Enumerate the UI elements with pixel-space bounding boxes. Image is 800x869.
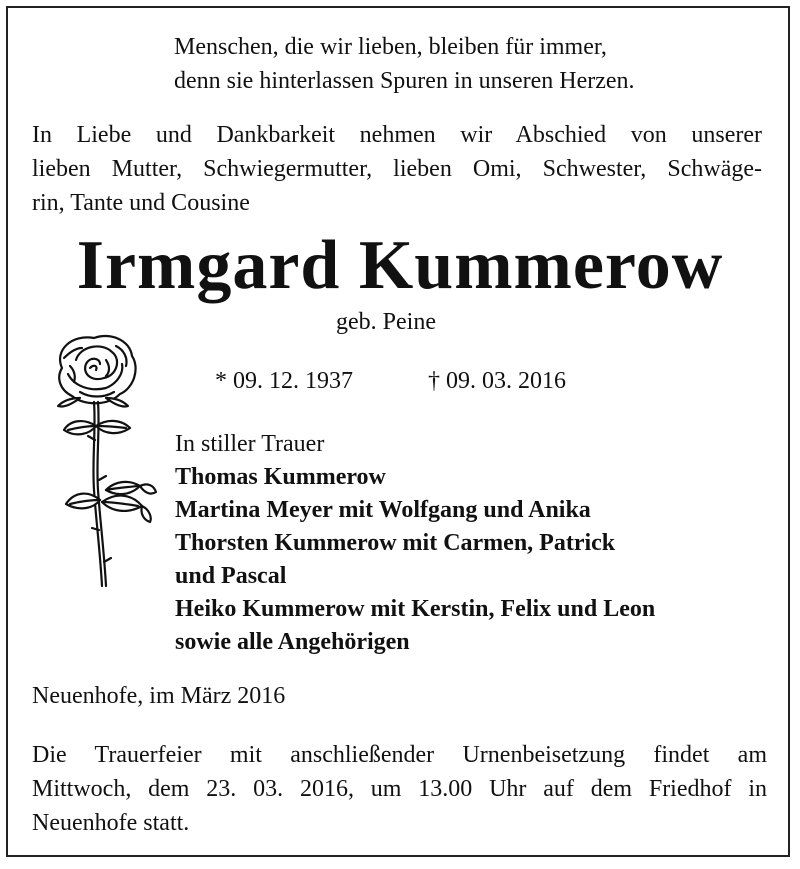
birth-date: * 09. 12. 1937 — [215, 368, 353, 394]
mourner-line: Thorsten Kummerow mit Carmen, Patrick — [175, 530, 616, 556]
notice-line: Mittwoch, dem 23. 03. 2016, um 13.00 Uhr auf dem Friedhof in — [32, 776, 767, 802]
intro-text — [32, 118, 762, 220]
mourner-line: sowie alle Angehörigen — [175, 629, 410, 655]
funeral-notice — [32, 738, 767, 840]
intro-line: rin, Tante und Cousine — [32, 190, 250, 216]
mourner-line: Martina Meyer mit Wolfgang und Anika — [175, 497, 591, 523]
intro-line: In Liebe und Dankbarkeit nehmen wir Abschied von unserer — [32, 122, 762, 148]
mourning-heading: In stiller Trauer — [175, 431, 325, 457]
notice-line: Neuenhofe statt. — [32, 810, 190, 836]
mourner-line: Heiko Kummerow mit Kerstin, Felix und Leon — [175, 596, 656, 622]
place-date: Neuenhofe, im März 2016 — [32, 683, 286, 709]
rose-icon — [50, 330, 162, 592]
verse — [174, 30, 635, 98]
mourner-line: und Pascal — [175, 563, 287, 589]
notice-line: Die Trauerfeier mit anschließender Urnenbeisetzung findet am — [32, 742, 767, 768]
verse-line: denn sie hinterlassen Spuren in unseren Herzen. — [174, 68, 635, 94]
mourner-line: Thomas Kummerow — [175, 464, 386, 490]
death-date: † 09. 03. 2016 — [428, 368, 566, 394]
deceased-name: Irmgard Kummerow — [76, 227, 724, 304]
intro-line: lieben Mutter, Schwiegermutter, lieben Omi, Schwester, Schwäge- — [32, 156, 762, 182]
verse-line: Menschen, die wir lieben, bleiben für immer, — [174, 34, 607, 60]
mourners-block — [175, 428, 655, 659]
maiden-name: geb. Peine — [336, 309, 436, 335]
